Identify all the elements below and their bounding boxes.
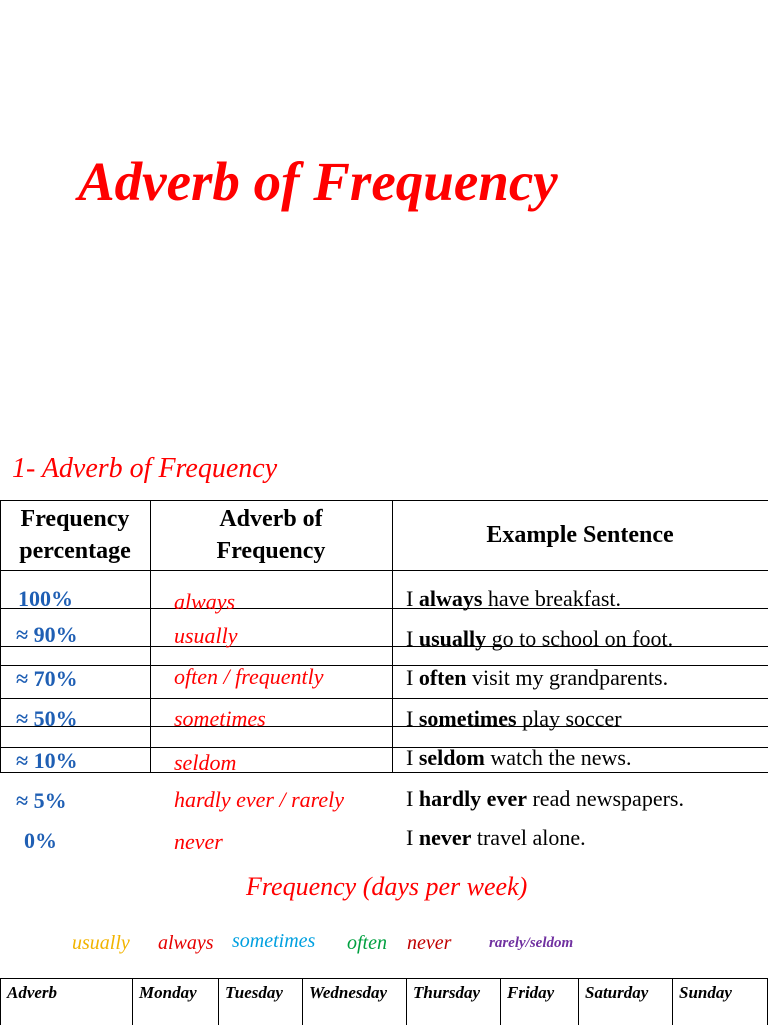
legend-never: never: [407, 932, 452, 954]
table-border-top: [0, 500, 768, 501]
header-adverb: Adverb of Frequency: [216, 506, 326, 564]
adverb-cell: often / frequently: [174, 664, 324, 689]
days-header-adverb: Adverb: [1, 979, 133, 1025]
days-header-saturday: Saturday: [579, 979, 673, 1025]
example-cell: I usually go to school on foot.: [406, 626, 674, 651]
percentage-cell: 100%: [18, 586, 73, 611]
days-header-wednesday: Wednesday: [303, 979, 407, 1025]
days-header-monday: Monday: [133, 979, 219, 1025]
adverb-cell: hardly ever / rarely: [174, 787, 345, 812]
table-header-divider: [0, 570, 768, 571]
legend-usually: usually: [72, 932, 130, 954]
example-cell: I often visit my grandparents.: [406, 665, 669, 690]
example-cell: I sometimes play soccer: [406, 706, 622, 731]
section-heading: 1- Adverb of Frequency: [12, 453, 278, 484]
days-header-tuesday: Tuesday: [219, 979, 303, 1025]
adverb-cell: never: [174, 829, 223, 854]
percentage-cell: ≈ 90%: [16, 622, 78, 647]
days-header-thursday: Thursday: [407, 979, 501, 1025]
header-percentage: Frequency percentage: [19, 506, 131, 564]
frequency-table: [0, 500, 768, 866]
adverb-cell: usually: [174, 623, 238, 648]
days-header-friday: Friday: [501, 979, 579, 1025]
example-cell: I seldom watch the news.: [406, 745, 632, 770]
percentage-cell: ≈ 70%: [16, 666, 78, 691]
percentage-cell: ≈ 10%: [16, 748, 78, 773]
example-cell: I hardly ever read newspapers.: [406, 786, 684, 811]
days-table: [0, 978, 768, 1025]
example-cell: I never travel alone.: [406, 825, 586, 850]
page-title: Adverb of Frequency: [78, 151, 558, 212]
adverb-cell: seldom: [174, 750, 237, 775]
row-divider: [0, 772, 768, 773]
legend-rarely-seldom: rarely/seldom: [489, 935, 574, 951]
row-divider: [0, 726, 768, 727]
legend-sometimes: sometimes: [232, 930, 316, 952]
days-header-sunday: Sunday: [673, 979, 768, 1025]
adverb-cell: sometimes: [174, 706, 266, 731]
percentage-cell: 0%: [24, 828, 57, 853]
percentage-cell: ≈ 5%: [16, 788, 67, 813]
percentage-cell: ≈ 50%: [16, 706, 78, 731]
days-section-title: Frequency (days per week): [246, 872, 528, 901]
header-example: Example Sentence: [486, 522, 674, 548]
row-divider: [0, 747, 768, 748]
legend-often: often: [347, 932, 387, 954]
adverb-cell: always: [174, 589, 236, 614]
row-divider: [0, 608, 768, 609]
example-cell: I always have breakfast.: [406, 586, 622, 611]
row-divider: [0, 698, 768, 699]
legend-always: always: [158, 932, 214, 954]
